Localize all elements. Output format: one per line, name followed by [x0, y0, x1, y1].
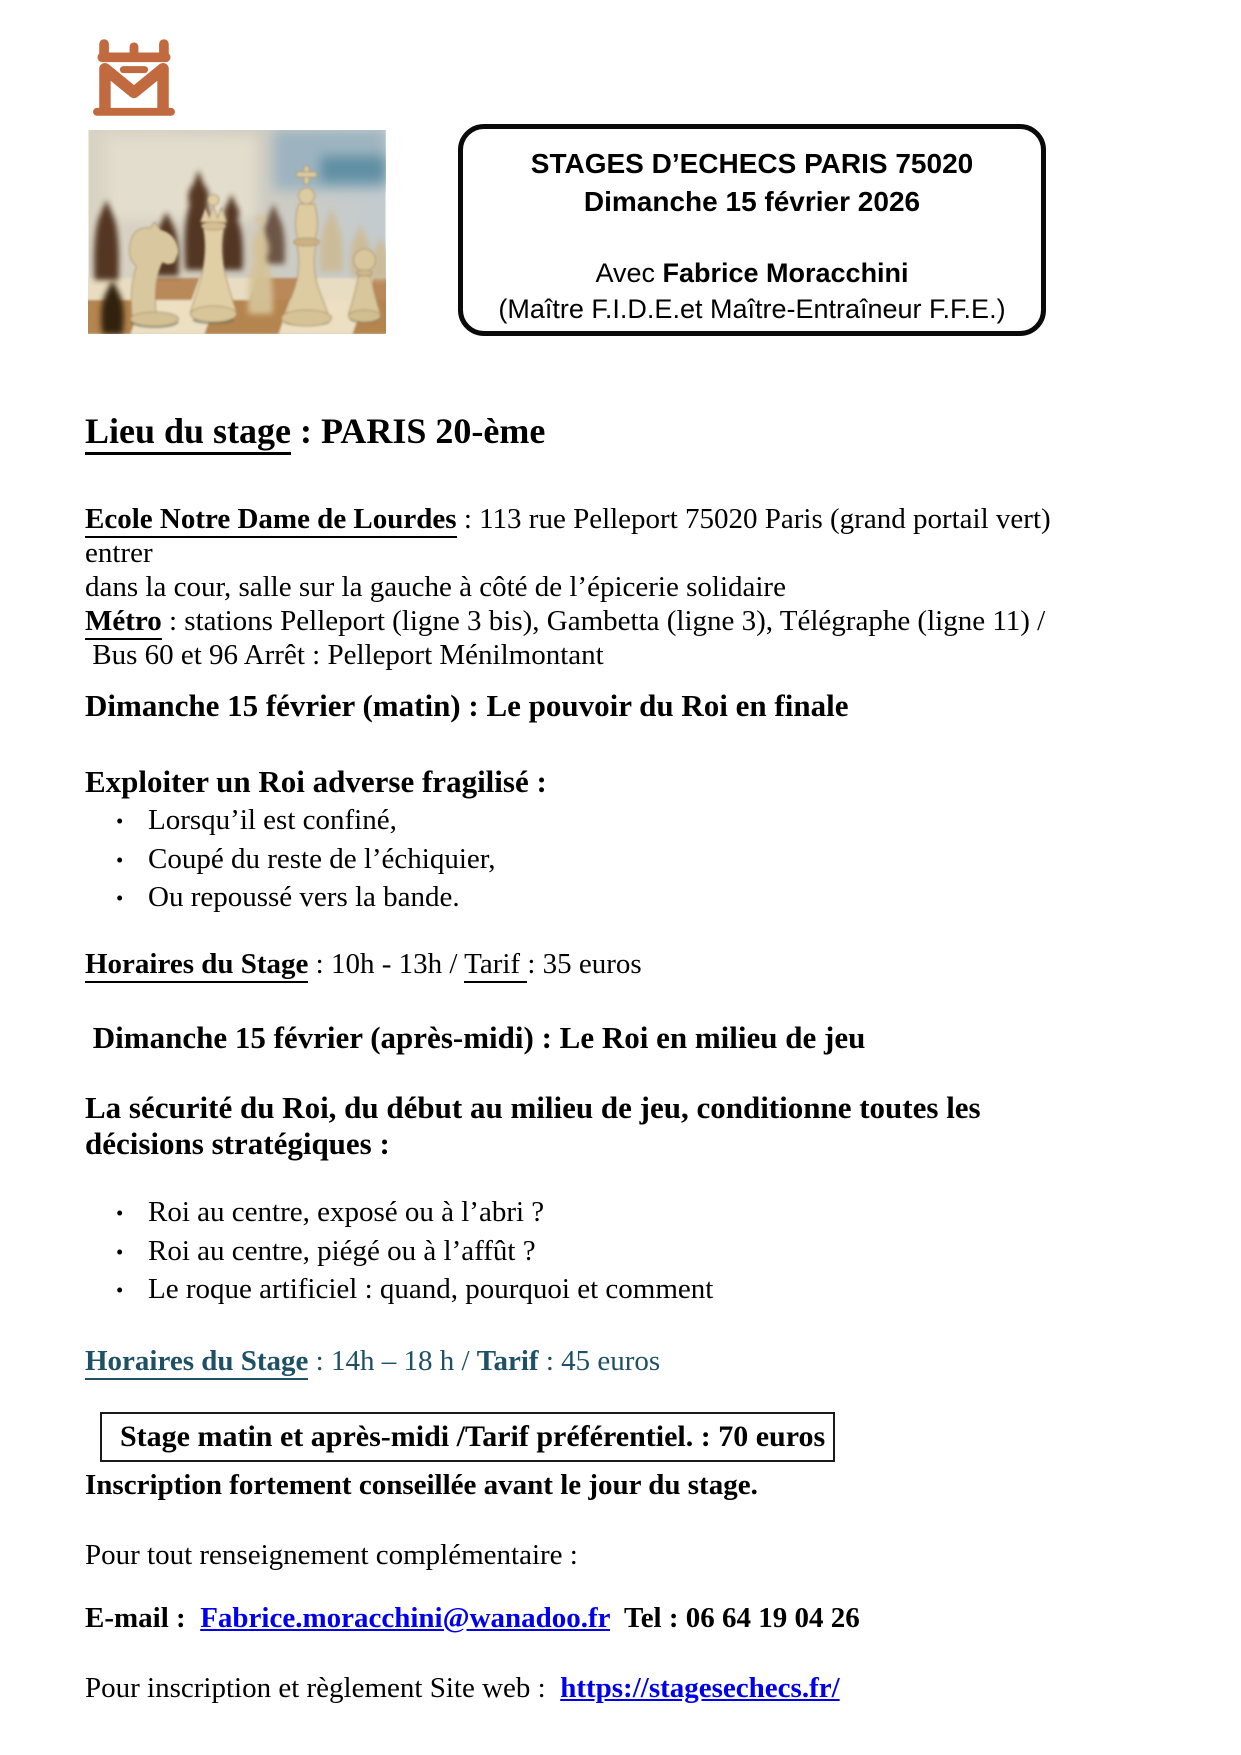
metro-label: Métro: [85, 605, 162, 640]
morning-heading: Dimanche 15 février (matin) : Le pouvoir du Roi en finale: [85, 688, 849, 723]
chess-photo-graphic: [88, 130, 386, 334]
afternoon-intro-line2: décisions stratégiques :: [85, 1126, 390, 1161]
instructor-name: Fabrice Moracchini: [662, 258, 909, 288]
list-item: • Ou repoussé vers la bande.: [85, 878, 496, 917]
title-box: [458, 124, 1046, 336]
afternoon-heading: Dimanche 15 février (après-midi) : Le Roi en milieu de jeu: [85, 1020, 866, 1055]
list-item: • Roi au centre, piégé ou à l’affût ?: [85, 1232, 713, 1271]
website-link[interactable]: https://stagesechecs.fr/: [560, 1672, 840, 1704]
phone-number: Tel : 06 64 19 04 26: [610, 1602, 860, 1634]
schedule-label: Horaires du Stage: [85, 1345, 308, 1380]
email-label: E-mail :: [85, 1602, 201, 1634]
schedule-hours: : 14h – 18 h /: [308, 1345, 477, 1377]
instructor-line: [463, 255, 1041, 291]
event-date: Dimanche 15 février 2026: [583, 186, 921, 217]
tarif-label: Tarif: [476, 1345, 539, 1377]
tarif-label: Tarif: [464, 948, 527, 983]
info-line: Pour tout renseignement complémentaire :: [85, 1539, 586, 1571]
location-label: Lieu du stage: [85, 411, 291, 455]
registration-notice: Inscription fortement conseillée avant le jour du stage.: [85, 1469, 758, 1501]
morning-schedule: [85, 948, 642, 981]
morning-bullet-list: [85, 801, 496, 917]
website-line: [85, 1671, 840, 1705]
schedule-hours: : 10h - 13h /: [308, 948, 465, 980]
tarif-value: : 45 euros: [538, 1345, 661, 1377]
combo-offer-text: Stage matin et après-midi /Tarif préférentiel. : 70 euros: [120, 1420, 826, 1453]
event-title: STAGES D’ECHECS PARIS 75020: [530, 148, 974, 179]
list-item: • Lorsqu’il est confiné,: [85, 801, 496, 840]
list-item: • Le roque artificiel : quand, pourquoi et comment: [85, 1270, 713, 1309]
location-heading: [85, 410, 545, 452]
instructor-credentials: (Maître F.I.D.E.et Maître-Entraîneur F.F.E.): [498, 294, 1006, 324]
afternoon-schedule: [85, 1345, 660, 1378]
location-value: PARIS 20-ème: [321, 411, 546, 451]
rook-crown-m-logo-icon: [88, 30, 180, 118]
schedule-label: Horaires du Stage: [85, 948, 308, 983]
title-box-spacer: [463, 221, 1041, 255]
metro-info: [85, 604, 1095, 672]
school-label: Ecole Notre Dame de Lourdes: [85, 503, 457, 538]
logo-graphic: [88, 30, 180, 118]
morning-subheading: Exploiter un Roi adverse fragilisé :: [85, 764, 547, 799]
afternoon-intro: [85, 1090, 985, 1162]
list-item: • Coupé du reste de l’échiquier,: [85, 840, 496, 879]
with-prefix: Avec: [595, 258, 663, 288]
combo-offer-box: [100, 1412, 835, 1462]
metro-line2: Bus 60 et 96 Arrêt : Pelleport Ménilmontant: [85, 639, 604, 671]
afternoon-bullet-list: [85, 1193, 713, 1309]
email-link[interactable]: Fabrice.moracchini@wanadoo.fr: [200, 1602, 611, 1634]
list-item: • Roi au centre, exposé ou à l’abri ?: [85, 1193, 713, 1232]
tarif-value: : 35 euros: [527, 948, 642, 980]
school-line1: : 113 rue Pelleport 75020 Paris (grand portail vert) entrer: [85, 503, 1058, 569]
location-sep: :: [291, 411, 322, 451]
school-address: [85, 502, 1095, 604]
chess-pieces-photo: [88, 130, 386, 334]
website-text: Pour inscription et règlement Site web :: [85, 1672, 561, 1704]
school-line2: dans la cour, salle sur la gauche à côté de l’épicerie solidaire: [85, 571, 786, 603]
afternoon-intro-line1: La sécurité du Roi, du début au milieu de jeu, conditionne toutes les: [85, 1090, 981, 1125]
contact-line: [85, 1601, 860, 1635]
metro-line1: : stations Pelleport (ligne 3 bis), Gambetta (ligne 3), Télégraphe (ligne 11) /: [161, 605, 1046, 637]
